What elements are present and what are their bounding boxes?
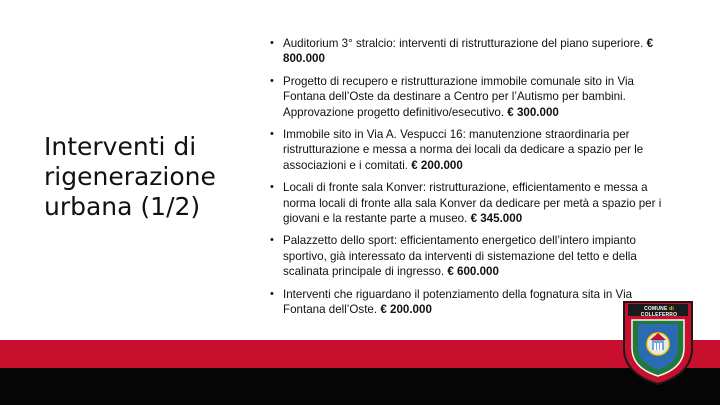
crest-label-left: COMUNE (644, 306, 668, 312)
bullet-item (270, 180, 670, 226)
bullet-item (270, 233, 670, 279)
bullet-item (270, 127, 670, 173)
bullet-text: Locali di fronte sala Konver: ristrutturazione, efficientamento e messa a norma locali di fronte alla sala Konver da dedicare per metà a spazio per i giovani e la restante parte a museo. (283, 181, 662, 226)
crest-label (628, 306, 690, 318)
slide-title (44, 132, 254, 222)
crest-label-right: COLLEFERRO (640, 312, 678, 318)
bullet-amount: € 800.000 (283, 37, 654, 66)
bullet-item (270, 287, 670, 318)
bullet-item (270, 36, 670, 67)
crest-label-mid: di (669, 306, 674, 312)
slide-title-line: Interventi di (44, 132, 197, 161)
bullet-text: Immobile sito in Via A. Vespucci 16: manutenzione straordinaria per ristrutturazione e messa a norma dei locali da dedicare a spazio per le associazioni e i comitati. (283, 128, 644, 172)
bullet-text: Interventi che riguardano il potenziamento della fognatura sita in Via Fontana dell’Oste. (283, 287, 633, 317)
bullet-text: Auditorium 3° stralcio: interventi di ristrutturazione del piano superiore. (283, 37, 644, 50)
footer-red-stripe (0, 340, 720, 368)
bullet-amount: € 600.000 (447, 265, 499, 279)
bullet-text: Progetto di recupero e ristrutturazione immobile comunale sito in Via Fontana dell’Oste da destinare a Centro per l’Autismo per bambini. Approvazione progetto definitivo/esecutivo. (283, 74, 634, 119)
bullet-amount: € 345.000 (470, 212, 523, 226)
footer-black-stripe (0, 368, 720, 405)
slide-title-line: urbana (1/2) (44, 192, 201, 221)
bullet-text: Palazzetto dello sport: efficientamento energetico dell’intero impianto sportivo, già interessato da interventi di sistemazione del tetto e della scalinata principale di ingresso. (283, 234, 637, 279)
bullet-list (270, 36, 670, 325)
bullet-amount: € 300.000 (507, 105, 559, 119)
slide-title-line: rigenerazione (44, 162, 216, 191)
bullet-amount: € 200.000 (380, 303, 432, 317)
bullet-amount: € 200.000 (411, 158, 463, 172)
bullet-item (270, 74, 670, 120)
